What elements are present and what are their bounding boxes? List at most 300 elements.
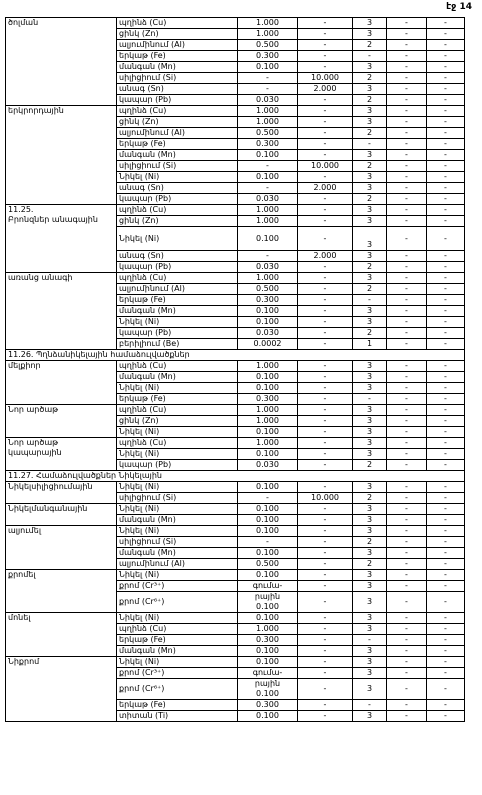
value-cell: 0.100 bbox=[238, 372, 298, 383]
class-cell: 2 bbox=[353, 95, 387, 106]
element-cell: երկաթ (Fe) bbox=[117, 635, 238, 646]
value-cell: 0.100 bbox=[238, 526, 298, 537]
element-cell: Նիկել (Ni) bbox=[117, 526, 238, 537]
class-cell: 3 bbox=[353, 515, 387, 526]
value-cell: - bbox=[298, 416, 353, 427]
value-line: 0.100 bbox=[256, 689, 279, 698]
table-row bbox=[6, 405, 465, 416]
value-cell: 1.000 bbox=[238, 216, 298, 227]
value-cell: - bbox=[387, 216, 427, 227]
value-cell: 0.100 bbox=[238, 306, 298, 317]
value-cell: - bbox=[238, 161, 298, 172]
value-cell: - bbox=[298, 361, 353, 372]
value-cell: - bbox=[387, 73, 427, 84]
value-cell: - bbox=[387, 273, 427, 284]
value-cell: - bbox=[387, 405, 427, 416]
value-cell: - bbox=[298, 668, 353, 679]
value-cell: - bbox=[427, 139, 465, 150]
element-cell: Նիկել (Ni) bbox=[117, 657, 238, 668]
element-cell: պղինձ (Cu) bbox=[117, 624, 238, 635]
value-cell: - bbox=[387, 646, 427, 657]
value-cell: 0.500 bbox=[238, 128, 298, 139]
element-cell: ցինկ (Zn) bbox=[117, 216, 238, 227]
class-cell: 2 bbox=[353, 128, 387, 139]
table-row bbox=[6, 18, 465, 29]
value-cell: 0.500 bbox=[238, 40, 298, 51]
value-cell: 0.500 bbox=[238, 559, 298, 570]
class-cell: 3 bbox=[353, 504, 387, 515]
value-cell: - bbox=[427, 493, 465, 504]
class-cell: 3 bbox=[353, 711, 387, 722]
value-cell: - bbox=[387, 51, 427, 62]
value-cell: 1.000 bbox=[238, 29, 298, 40]
value-cell: - bbox=[298, 394, 353, 405]
value-cell: - bbox=[298, 427, 353, 438]
value-line: 0.100 bbox=[256, 602, 279, 611]
value-cell: - bbox=[387, 18, 427, 29]
group-label: քրոմել bbox=[6, 570, 117, 613]
value-cell: - bbox=[298, 194, 353, 205]
element-cell: պղինձ (Cu) bbox=[117, 405, 238, 416]
class-cell: 2 bbox=[353, 493, 387, 504]
value-cell: - bbox=[427, 161, 465, 172]
class-cell: 2 bbox=[353, 559, 387, 570]
class-cell: 3 bbox=[353, 172, 387, 183]
element-cell: պղինձ (Cu) bbox=[117, 205, 238, 216]
value-cell: - bbox=[387, 657, 427, 668]
value-line: րային bbox=[254, 679, 281, 688]
value-cell: - bbox=[298, 657, 353, 668]
class-cell: - bbox=[353, 394, 387, 405]
value-cell: - bbox=[387, 711, 427, 722]
class-cell: 3 bbox=[353, 438, 387, 449]
class-cell: 3 bbox=[353, 405, 387, 416]
value-cell: 0.500 bbox=[238, 284, 298, 295]
section-row bbox=[6, 471, 465, 482]
value-cell: 1.000 bbox=[238, 205, 298, 216]
value-cell: - bbox=[298, 172, 353, 183]
element-cell: կապար (Pb) bbox=[117, 262, 238, 273]
value-cell: - bbox=[427, 482, 465, 493]
element-cell: մանգան (Mn) bbox=[117, 548, 238, 559]
value-cell: 0.100 bbox=[238, 62, 298, 73]
value-cell: - bbox=[427, 592, 465, 613]
value-cell: 2.000 bbox=[298, 183, 353, 194]
value-cell: - bbox=[387, 29, 427, 40]
value-cell: - bbox=[427, 372, 465, 383]
class-cell: 3 bbox=[353, 372, 387, 383]
value-cell: - bbox=[298, 284, 353, 295]
value-cell: 0.0002 bbox=[238, 339, 298, 350]
value-cell: - bbox=[387, 205, 427, 216]
value-cell: - bbox=[387, 700, 427, 711]
class-cell: 3 bbox=[353, 317, 387, 328]
value-cell: 1.000 bbox=[238, 405, 298, 416]
element-cell: երկաթ (Fe) bbox=[117, 394, 238, 405]
value-cell: - bbox=[427, 339, 465, 350]
group-label: առանց անագի bbox=[6, 273, 117, 350]
value-cell: 1.000 bbox=[238, 438, 298, 449]
element-cell: Նիկել (Ni) bbox=[117, 317, 238, 328]
value-cell: - bbox=[298, 526, 353, 537]
value-cell: - bbox=[298, 205, 353, 216]
class-cell: 3 bbox=[353, 29, 387, 40]
class-cell: 3 bbox=[353, 18, 387, 29]
element-cell: պղինձ (Cu) bbox=[117, 18, 238, 29]
value-cell: - bbox=[427, 262, 465, 273]
value-cell: 10.000 bbox=[298, 161, 353, 172]
element-cell: Նիկել (Ni) bbox=[117, 383, 238, 394]
value-cell: - bbox=[387, 251, 427, 262]
value-cell: - bbox=[427, 73, 465, 84]
value-cell: - bbox=[298, 515, 353, 526]
value-cell: - bbox=[427, 613, 465, 624]
class-cell: 3 bbox=[353, 183, 387, 194]
value-cell: - bbox=[238, 84, 298, 95]
table-row bbox=[6, 613, 465, 624]
class-cell: 3 bbox=[353, 624, 387, 635]
page-number: էջ 14 bbox=[446, 2, 472, 12]
value-cell: - bbox=[387, 284, 427, 295]
value-cell: - bbox=[298, 117, 353, 128]
class-cell: 3 bbox=[353, 427, 387, 438]
value-cell: - bbox=[387, 679, 427, 700]
value-cell: - bbox=[387, 40, 427, 51]
element-cell: պղինձ (Cu) bbox=[117, 438, 238, 449]
element-cell: սիլիցիում (Si) bbox=[117, 537, 238, 548]
value-cell: 0.100 bbox=[238, 383, 298, 394]
value-cell bbox=[238, 592, 298, 613]
value-cell: 0.300 bbox=[238, 139, 298, 150]
value-cell: - bbox=[298, 581, 353, 592]
group-label bbox=[6, 205, 117, 273]
value-cell: - bbox=[298, 18, 353, 29]
class-cell: 3 bbox=[353, 205, 387, 216]
table-row bbox=[6, 482, 465, 493]
value-cell: - bbox=[298, 460, 353, 471]
value-cell: - bbox=[427, 504, 465, 515]
group-label: Նիկելմանգանային bbox=[6, 504, 117, 526]
class-cell: - bbox=[353, 700, 387, 711]
value-cell: 0.100 bbox=[238, 317, 298, 328]
class-cell: 3 bbox=[353, 657, 387, 668]
value-cell: - bbox=[387, 559, 427, 570]
value-cell: - bbox=[387, 161, 427, 172]
value-cell: - bbox=[427, 427, 465, 438]
element-cell: անագ (Sn) bbox=[117, 251, 238, 262]
value-cell: 0.100 bbox=[238, 227, 298, 251]
value-cell: - bbox=[298, 711, 353, 722]
value-cell: - bbox=[387, 526, 427, 537]
class-cell: 3 bbox=[353, 117, 387, 128]
class-cell: 3 bbox=[353, 273, 387, 284]
value-cell: 0.300 bbox=[238, 700, 298, 711]
table-row bbox=[6, 438, 465, 449]
value-cell: 0.100 bbox=[238, 570, 298, 581]
value-cell: - bbox=[427, 438, 465, 449]
value-cell: 0.100 bbox=[238, 646, 298, 657]
value-cell: - bbox=[427, 668, 465, 679]
class-cell: 3 bbox=[353, 306, 387, 317]
class-cell: 3 bbox=[353, 84, 387, 95]
section-title: 11.27. Համաձուլվածքներ Նիկելային bbox=[6, 471, 465, 482]
value-cell: - bbox=[387, 95, 427, 106]
value-cell: - bbox=[427, 635, 465, 646]
value-cell: - bbox=[387, 668, 427, 679]
class-cell: 2 bbox=[353, 161, 387, 172]
class-cell: 3 bbox=[353, 570, 387, 581]
value-cell: 0.300 bbox=[238, 51, 298, 62]
value-cell: 0.300 bbox=[238, 394, 298, 405]
value-cell: - bbox=[427, 317, 465, 328]
value-cell: 10.000 bbox=[298, 73, 353, 84]
value-cell: - bbox=[427, 548, 465, 559]
value-cell: - bbox=[298, 504, 353, 515]
class-cell: - bbox=[353, 295, 387, 306]
value-cell: 2.000 bbox=[298, 84, 353, 95]
value-cell: - bbox=[427, 405, 465, 416]
value-cell: - bbox=[298, 570, 353, 581]
table-row bbox=[6, 570, 465, 581]
element-cell: անագ (Sn) bbox=[117, 183, 238, 194]
value-cell: - bbox=[238, 537, 298, 548]
value-cell: - bbox=[298, 405, 353, 416]
group-label: ծոլման bbox=[6, 18, 117, 106]
value-cell: - bbox=[427, 306, 465, 317]
value-cell: - bbox=[427, 172, 465, 183]
element-cell: Նիկել (Ni) bbox=[117, 504, 238, 515]
class-cell: - bbox=[353, 139, 387, 150]
value-cell: - bbox=[427, 646, 465, 657]
value-cell: - bbox=[298, 306, 353, 317]
value-cell: - bbox=[387, 624, 427, 635]
value-cell: - bbox=[427, 117, 465, 128]
class-cell: 2 bbox=[353, 537, 387, 548]
table-row bbox=[6, 657, 465, 668]
class-cell: 2 bbox=[353, 194, 387, 205]
element-cell: Նիկել (Ni) bbox=[117, 227, 238, 251]
class-cell: 3 bbox=[353, 482, 387, 493]
value-cell: - bbox=[427, 273, 465, 284]
element-cell: բերիլիում (Be) bbox=[117, 339, 238, 350]
value-cell bbox=[238, 679, 298, 700]
class-cell: 3 bbox=[353, 526, 387, 537]
value-cell: - bbox=[238, 251, 298, 262]
value-cell: 0.030 bbox=[238, 194, 298, 205]
value-cell: - bbox=[298, 592, 353, 613]
element-cell: ցինկ (Zn) bbox=[117, 416, 238, 427]
value-cell: 0.100 bbox=[238, 449, 298, 460]
value-cell: - bbox=[427, 383, 465, 394]
value-cell: - bbox=[427, 570, 465, 581]
value-cell: - bbox=[298, 328, 353, 339]
value-cell: 0.100 bbox=[238, 504, 298, 515]
value-cell: 0.100 bbox=[238, 613, 298, 624]
value-cell: - bbox=[427, 128, 465, 139]
value-cell: - bbox=[387, 295, 427, 306]
element-cell: մանգան (Mn) bbox=[117, 646, 238, 657]
group-label-line: Նոր արծաթ bbox=[8, 438, 59, 447]
value-cell: - bbox=[427, 624, 465, 635]
value-cell: - bbox=[387, 339, 427, 350]
class-cell: 3 bbox=[353, 383, 387, 394]
class-cell: 3 bbox=[353, 62, 387, 73]
element-cell: մանգան (Mn) bbox=[117, 372, 238, 383]
element-cell: ցինկ (Zn) bbox=[117, 117, 238, 128]
value-cell: - bbox=[387, 172, 427, 183]
value-cell: - bbox=[427, 106, 465, 117]
value-cell: - bbox=[427, 328, 465, 339]
value-line: րային bbox=[254, 592, 281, 601]
value-cell: - bbox=[427, 150, 465, 161]
element-cell: կապար (Pb) bbox=[117, 460, 238, 471]
table-row bbox=[6, 526, 465, 537]
value-cell: - bbox=[298, 449, 353, 460]
value-cell: - bbox=[427, 194, 465, 205]
value-cell: - bbox=[427, 515, 465, 526]
value-cell: - bbox=[387, 106, 427, 117]
class-cell: 3 bbox=[353, 150, 387, 161]
class-cell: 2 bbox=[353, 262, 387, 273]
value-cell: - bbox=[387, 306, 427, 317]
group-label: երկրորդային bbox=[6, 106, 117, 205]
value-cell: - bbox=[427, 581, 465, 592]
value-cell: - bbox=[298, 383, 353, 394]
element-cell: պղինձ (Cu) bbox=[117, 361, 238, 372]
value-cell: գումա- bbox=[238, 668, 298, 679]
value-cell: 0.030 bbox=[238, 328, 298, 339]
class-cell: 3 bbox=[353, 548, 387, 559]
value-cell: 1.000 bbox=[238, 18, 298, 29]
value-cell: - bbox=[298, 262, 353, 273]
value-cell: 0.100 bbox=[238, 482, 298, 493]
value-cell: - bbox=[387, 460, 427, 471]
value-cell: - bbox=[298, 339, 353, 350]
group-label: Նոր արծաթ bbox=[6, 405, 117, 438]
value-cell: - bbox=[298, 139, 353, 150]
table-row bbox=[6, 361, 465, 372]
value-cell: - bbox=[387, 581, 427, 592]
section-title: 11.26. Պղնձանիկելային համաձուլվածքներ bbox=[6, 350, 465, 361]
value-cell: 1.000 bbox=[238, 106, 298, 117]
value-cell: - bbox=[298, 482, 353, 493]
class-cell: 3 bbox=[353, 251, 387, 262]
value-cell: - bbox=[387, 117, 427, 128]
value-cell: - bbox=[298, 559, 353, 570]
element-cell: պղինձ (Cu) bbox=[117, 273, 238, 284]
class-cell: 3 bbox=[353, 679, 387, 700]
value-cell: - bbox=[298, 273, 353, 284]
group-label: Նիքրոմ bbox=[6, 657, 117, 722]
table-row bbox=[6, 504, 465, 515]
class-cell: - bbox=[353, 635, 387, 646]
value-cell: - bbox=[387, 493, 427, 504]
class-cell: 2 bbox=[353, 328, 387, 339]
element-cell: քրոմ (Cr³⁺) bbox=[117, 581, 238, 592]
value-cell: - bbox=[387, 482, 427, 493]
element-cell: մանգան (Mn) bbox=[117, 150, 238, 161]
table-row bbox=[6, 273, 465, 284]
element-cell: Նիկել (Ni) bbox=[117, 449, 238, 460]
element-cell: Նիկել (Ni) bbox=[117, 570, 238, 581]
value-cell: գումա- bbox=[238, 581, 298, 592]
value-cell: - bbox=[427, 537, 465, 548]
element-cell: սիլիցիում (Si) bbox=[117, 161, 238, 172]
class-cell: 3 bbox=[353, 646, 387, 657]
value-cell: 1.000 bbox=[238, 117, 298, 128]
value-cell: - bbox=[298, 438, 353, 449]
class-cell: 2 bbox=[353, 40, 387, 51]
element-cell: ալյումինում (Al) bbox=[117, 40, 238, 51]
element-cell: կապար (Pb) bbox=[117, 194, 238, 205]
value-cell: - bbox=[298, 95, 353, 106]
table-row bbox=[6, 205, 465, 216]
section-title: Բրոնզներ անագային bbox=[8, 215, 98, 224]
value-cell: - bbox=[298, 106, 353, 117]
class-cell: - bbox=[353, 51, 387, 62]
value-cell: - bbox=[387, 194, 427, 205]
element-cell: քրոմ (Cr³⁺) bbox=[117, 668, 238, 679]
value-cell: 0.100 bbox=[238, 427, 298, 438]
value-cell: 0.100 bbox=[238, 515, 298, 526]
element-cell: ցինկ (Zn) bbox=[117, 29, 238, 40]
group-label-line: կապարային bbox=[8, 448, 62, 457]
value-cell: - bbox=[427, 449, 465, 460]
value-cell: 0.100 bbox=[238, 172, 298, 183]
element-cell: սիլիցիում (Si) bbox=[117, 493, 238, 504]
value-cell: - bbox=[298, 227, 353, 251]
class-cell: 3 bbox=[353, 449, 387, 460]
value-cell: - bbox=[387, 372, 427, 383]
value-cell: - bbox=[427, 216, 465, 227]
value-cell: - bbox=[427, 700, 465, 711]
value-cell: - bbox=[387, 317, 427, 328]
element-cell: Նիկել (Ni) bbox=[117, 172, 238, 183]
value-cell: - bbox=[427, 29, 465, 40]
value-cell: - bbox=[387, 504, 427, 515]
value-cell: - bbox=[427, 95, 465, 106]
element-cell: մանգան (Mn) bbox=[117, 306, 238, 317]
value-cell: 2.000 bbox=[298, 251, 353, 262]
class-cell: 3 bbox=[353, 613, 387, 624]
element-cell: սիլիցիում (Si) bbox=[117, 73, 238, 84]
value-cell: - bbox=[427, 394, 465, 405]
group-label: Նիկելսիլիցիումային bbox=[6, 482, 117, 504]
element-cell: քրոմ (Cr⁶⁺) bbox=[117, 679, 238, 700]
element-cell: կապար (Pb) bbox=[117, 328, 238, 339]
element-cell: Նիկել (Ni) bbox=[117, 482, 238, 493]
value-cell: - bbox=[387, 394, 427, 405]
value-cell: - bbox=[427, 18, 465, 29]
value-cell: - bbox=[298, 624, 353, 635]
value-cell: 0.030 bbox=[238, 262, 298, 273]
value-cell: 0.100 bbox=[238, 548, 298, 559]
value-cell: - bbox=[298, 216, 353, 227]
value-cell: - bbox=[427, 51, 465, 62]
value-cell: - bbox=[387, 416, 427, 427]
value-cell: 0.100 bbox=[238, 150, 298, 161]
value-cell: - bbox=[298, 548, 353, 559]
value-cell: 1.000 bbox=[238, 624, 298, 635]
value-cell: - bbox=[298, 679, 353, 700]
table-row bbox=[6, 106, 465, 117]
element-cell: կապար (Pb) bbox=[117, 95, 238, 106]
element-cell: երկաթ (Fe) bbox=[117, 139, 238, 150]
value-cell: - bbox=[298, 51, 353, 62]
element-cell: Նիկել (Ni) bbox=[117, 427, 238, 438]
value-cell: - bbox=[238, 73, 298, 84]
element-cell: ալյումինում (Al) bbox=[117, 559, 238, 570]
